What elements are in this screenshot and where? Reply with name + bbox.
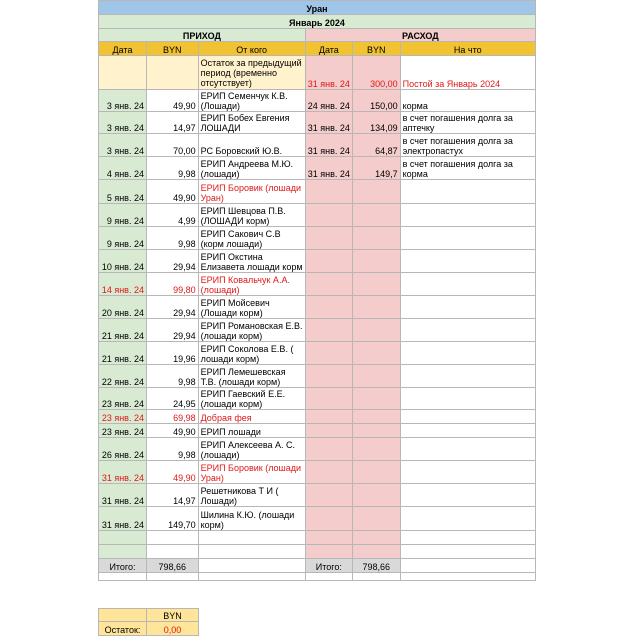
table-row <box>99 461 536 484</box>
expense-row-amount: 64,87 <box>352 134 400 157</box>
income-row-date: 20 янв. 24 <box>99 296 147 319</box>
expense-row-what <box>400 273 535 296</box>
expense-row-date <box>305 342 352 365</box>
expense-row-amount <box>352 545 400 559</box>
table-row <box>99 507 536 531</box>
balance-spacer <box>99 609 147 622</box>
table-row <box>99 204 536 227</box>
income-row-amount: 14,97 <box>146 484 198 507</box>
income-row-from: РС Боровский Ю.В. <box>198 134 305 157</box>
expense-row-date: 31 янв. 24 <box>305 134 352 157</box>
income-row-date: 10 янв. 24 <box>99 250 147 273</box>
prev-balance-amount <box>146 56 198 90</box>
income-row-date: 23 янв. 24 <box>99 410 147 424</box>
expense-row-date <box>305 410 352 424</box>
expense-row-amount <box>352 204 400 227</box>
income-row-amount: 49,90 <box>146 90 198 112</box>
income-row-amount: 9,98 <box>146 365 198 388</box>
expense-row-date <box>305 319 352 342</box>
income-row-date: 31 янв. 24 <box>99 507 147 531</box>
expense-row-amount <box>352 484 400 507</box>
empty-cell <box>352 573 400 581</box>
expense-row-date <box>305 227 352 250</box>
expense-row-what: в счет погашения долга за аптечку <box>400 112 535 134</box>
month-header: Январь 2024 <box>99 15 536 29</box>
expense-row-amount <box>352 424 400 438</box>
expense-row-what <box>400 204 535 227</box>
income-total-value: 798,66 <box>146 559 198 573</box>
expense-row-amount <box>352 273 400 296</box>
expense-row-date <box>305 531 352 545</box>
table-row <box>99 90 536 112</box>
expense-row-what <box>400 410 535 424</box>
income-row-date: 3 янв. 24 <box>99 112 147 134</box>
income-row-from: ЕРИП Бобех Евгения ЛОШАДИ <box>198 112 305 134</box>
expense-col-what: На что <box>400 42 535 56</box>
expense-row-date: 31 янв. 24 <box>305 56 352 90</box>
income-row-date: 9 янв. 24 <box>99 227 147 250</box>
income-row-amount: 24,95 <box>146 388 198 410</box>
expense-row-date <box>305 461 352 484</box>
expense-row-what <box>400 319 535 342</box>
income-total-spacer <box>198 559 305 573</box>
income-row-date: 23 янв. 24 <box>99 388 147 410</box>
balance-currency: BYN <box>147 609 199 622</box>
income-row-from: ЕРИП Боровик (лошади Уран) <box>198 180 305 204</box>
expense-header: РАСХОД <box>305 29 535 42</box>
table-row <box>99 157 536 180</box>
income-row-from <box>198 545 305 559</box>
table-row <box>99 410 536 424</box>
income-row-amount <box>146 531 198 545</box>
prev-balance-label: Остаток за предыдущий период (временно отсутствует) <box>198 56 305 90</box>
income-row-amount: 29,94 <box>146 296 198 319</box>
income-row-date: 22 янв. 24 <box>99 365 147 388</box>
expense-row-what <box>400 507 535 531</box>
expense-row-amount <box>352 227 400 250</box>
income-row-from: ЕРИП Лемешевская Т.В. (лошади корм) <box>198 365 305 388</box>
income-row-from: ЕРИП Гаевский Е.Е. (лошади корм) <box>198 388 305 410</box>
table-row <box>99 250 536 273</box>
expense-row-what <box>400 484 535 507</box>
income-row-from: ЕРИП Семенчук К.В. (Лошади) <box>198 90 305 112</box>
expense-total-label: Итого: <box>305 559 352 573</box>
expense-row-date <box>305 424 352 438</box>
table-row <box>99 273 536 296</box>
income-row-from: ЕРИП Андреева М.Ю. (лошади) <box>198 157 305 180</box>
balance-table <box>98 608 199 636</box>
income-row-from: ЕРИП Алексеева А. С. (лошади) <box>198 438 305 461</box>
expense-row-what <box>400 388 535 410</box>
expense-row-amount <box>352 388 400 410</box>
expense-row-date <box>305 484 352 507</box>
table-row <box>99 112 536 134</box>
expense-row-what: в счет погашения долга за корма <box>400 157 535 180</box>
expense-row-date <box>305 545 352 559</box>
income-row-amount: 49,90 <box>146 461 198 484</box>
expense-row-date: 31 янв. 24 <box>305 157 352 180</box>
income-col-from: От кого <box>198 42 305 56</box>
table-row <box>99 342 536 365</box>
expense-row-amount <box>352 342 400 365</box>
expense-row-what <box>400 424 535 438</box>
sheet-title: Уран <box>99 1 536 15</box>
expense-col-amount: BYN <box>352 42 400 56</box>
expense-row-date <box>305 273 352 296</box>
expense-row-what: в счет погашения долга за электропастух <box>400 134 535 157</box>
expense-total-spacer <box>400 559 535 573</box>
income-row-amount <box>146 545 198 559</box>
expense-row-date <box>305 180 352 204</box>
expense-row-amount: 150,00 <box>352 90 400 112</box>
table-row <box>99 438 536 461</box>
expense-row-amount <box>352 296 400 319</box>
table-row <box>99 424 536 438</box>
income-header: ПРИХОД <box>99 29 306 42</box>
totals-row <box>99 559 536 573</box>
expense-row-amount <box>352 507 400 531</box>
income-row-date: 23 янв. 24 <box>99 424 147 438</box>
income-row-amount: 9,98 <box>146 438 198 461</box>
expense-col-date: Дата <box>305 42 352 56</box>
expense-row-amount <box>352 250 400 273</box>
expense-row-amount <box>352 461 400 484</box>
income-col-date: Дата <box>99 42 147 56</box>
income-row-from: Решетникова Т И ( Лошади) <box>198 484 305 507</box>
table-row <box>99 365 536 388</box>
income-total-label: Итого: <box>99 559 147 573</box>
income-row-date: 5 янв. 24 <box>99 180 147 204</box>
empty-cell <box>198 573 305 581</box>
expense-row-date <box>305 296 352 319</box>
spreadsheet <box>98 0 536 641</box>
income-row-amount: 49,90 <box>146 180 198 204</box>
expense-row-what <box>400 438 535 461</box>
expense-row-date <box>305 507 352 531</box>
income-row-amount: 29,94 <box>146 250 198 273</box>
table-row <box>99 484 536 507</box>
expense-row-amount <box>352 410 400 424</box>
expense-row-what <box>400 250 535 273</box>
expense-row-amount: 149,7 <box>352 157 400 180</box>
empty-cell <box>146 573 198 581</box>
income-row-amount: 9,98 <box>146 227 198 250</box>
empty-cell <box>99 573 147 581</box>
income-row-date <box>99 531 147 545</box>
expense-row-what <box>400 545 535 559</box>
expense-row-date <box>305 438 352 461</box>
income-row-from: ЕРИП Соколова Е.В. ( лошади корм) <box>198 342 305 365</box>
expense-row-amount <box>352 365 400 388</box>
income-row-from: ЕРИП Сакович С.В (корм лошади) <box>198 227 305 250</box>
income-row-amount: 70,00 <box>146 134 198 157</box>
expense-row-what: Постой за Январь 2024 <box>400 56 535 90</box>
table-row <box>99 319 536 342</box>
expense-row-amount: 134,09 <box>352 112 400 134</box>
income-row-from: ЕРИП Шевцова П.В. (ЛОШАДИ корм) <box>198 204 305 227</box>
income-row-amount: 19,96 <box>146 342 198 365</box>
income-row-from <box>198 531 305 545</box>
expense-row-what <box>400 180 535 204</box>
expense-row-date <box>305 388 352 410</box>
income-row-amount: 99,80 <box>146 273 198 296</box>
income-row-date: 31 янв. 24 <box>99 484 147 507</box>
empty-cell <box>305 573 352 581</box>
income-row-date: 21 янв. 24 <box>99 342 147 365</box>
empty-cell <box>400 573 535 581</box>
income-row-amount: 69,98 <box>146 410 198 424</box>
empty-row <box>99 531 536 545</box>
table-row <box>99 227 536 250</box>
table-row <box>99 180 536 204</box>
balance-value: 0,00 <box>147 622 199 636</box>
expense-row-date: 24 янв. 24 <box>305 90 352 112</box>
income-row-from: ЕРИП Боровик (лошади Уран) <box>198 461 305 484</box>
expense-row-amount <box>352 438 400 461</box>
expense-row-amount <box>352 319 400 342</box>
expense-row-amount: 300,00 <box>352 56 400 90</box>
expense-row-what <box>400 531 535 545</box>
expense-row-date <box>305 250 352 273</box>
income-row-amount: 4,99 <box>146 204 198 227</box>
expense-total-value: 798,66 <box>352 559 400 573</box>
income-row-amount: 149,70 <box>146 507 198 531</box>
table-row <box>99 296 536 319</box>
income-row-from: ЕРИП Романовская Е.В. (лошади корм) <box>198 319 305 342</box>
income-row-from: ЕРИП Мойсевич (Лошади корм) <box>198 296 305 319</box>
income-row-date: 3 янв. 24 <box>99 90 147 112</box>
income-row-from: Добрая фея <box>198 410 305 424</box>
income-row-date <box>99 545 147 559</box>
income-row-date: 3 янв. 24 <box>99 134 147 157</box>
empty-row <box>99 573 536 581</box>
income-row-date: 14 янв. 24 <box>99 273 147 296</box>
table-row <box>99 388 536 410</box>
income-row-from: ЕРИП Ковальчук А.А. (лошади) <box>198 273 305 296</box>
income-row-date: 31 янв. 24 <box>99 461 147 484</box>
expense-row-what <box>400 296 535 319</box>
balance-label: Остаток: <box>99 622 147 636</box>
income-row-from: ЕРИП лошади <box>198 424 305 438</box>
expense-row-what <box>400 227 535 250</box>
table-row <box>99 134 536 157</box>
expense-row-date: 31 янв. 24 <box>305 112 352 134</box>
expense-row-what <box>400 365 535 388</box>
prev-balance-date <box>99 56 147 90</box>
expense-row-what: корма <box>400 90 535 112</box>
income-row-date: 4 янв. 24 <box>99 157 147 180</box>
expense-row-date <box>305 365 352 388</box>
expense-row-date <box>305 204 352 227</box>
income-col-amount: BYN <box>146 42 198 56</box>
income-row-date: 26 янв. 24 <box>99 438 147 461</box>
income-row-from: Шилина К.Ю. (лошади корм) <box>198 507 305 531</box>
income-row-amount: 9,98 <box>146 157 198 180</box>
expense-row-amount <box>352 180 400 204</box>
income-row-amount: 49,90 <box>146 424 198 438</box>
ledger-table <box>98 0 536 581</box>
empty-row <box>99 545 536 559</box>
income-row-date: 21 янв. 24 <box>99 319 147 342</box>
expense-row-amount <box>352 531 400 545</box>
income-row-from: ЕРИП Окстина Елизавета лошади корм <box>198 250 305 273</box>
income-row-date: 9 янв. 24 <box>99 204 147 227</box>
income-row-amount: 14,97 <box>146 112 198 134</box>
income-row-amount: 29,94 <box>146 319 198 342</box>
expense-row-what <box>400 461 535 484</box>
expense-row-what <box>400 342 535 365</box>
